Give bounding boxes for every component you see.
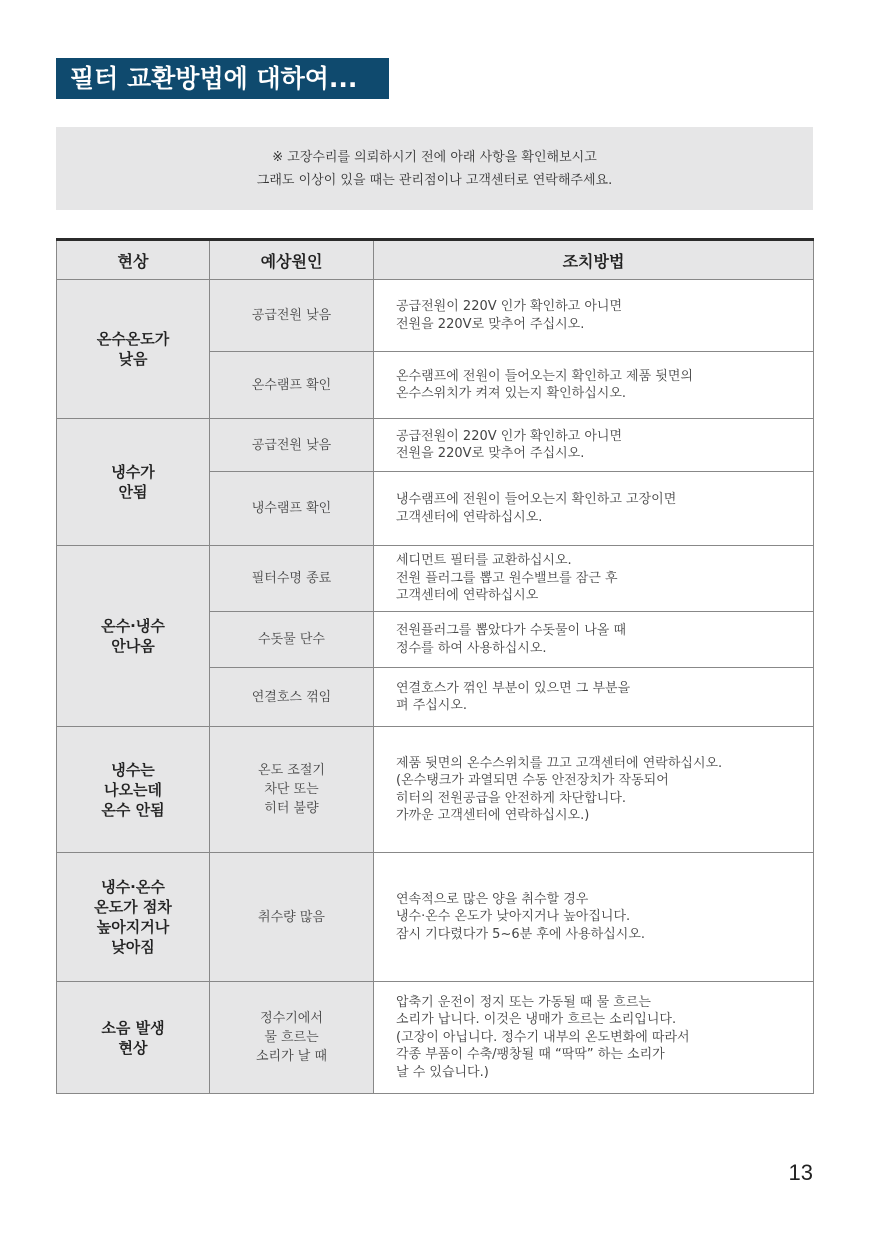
action-text: 제품 뒷면의 온수스위치를 끄고 고객센터에 연락하십시오.: [396, 755, 723, 771]
cause-text: 필터수명 종료: [251, 571, 332, 586]
action-text: (고장이 아닙니다. 정수기 내부의 온도변화에 따라서: [396, 1029, 690, 1045]
cause-cell: [210, 727, 374, 853]
cause-cell: [210, 472, 374, 546]
action-text: 공급전원이 220V 인가 확인하고 아니면: [396, 428, 623, 444]
cause-text: 공급전원 낮음: [251, 308, 332, 323]
action-text: 공급전원이 220V 인가 확인하고 아니면: [396, 299, 623, 314]
symptom-text: 안나옴: [111, 637, 155, 655]
table-row: [57, 982, 814, 1094]
header-symptom: 현상: [57, 240, 210, 280]
symptom-text: 현상: [118, 1038, 148, 1057]
cause-cell: [210, 280, 374, 352]
action-text: 고객센터에 연락하십시오: [396, 588, 539, 604]
action-text: 전원을 220V로 맞추어 주십시오.: [396, 316, 585, 332]
symptom-text: 나오는데: [104, 780, 162, 799]
symptom-text: 낮음: [118, 350, 148, 368]
action-text: 각종 부품이 수축/팽창될 때 “딱딱” 하는 소리가: [396, 1047, 665, 1063]
cause-cell: [210, 982, 374, 1094]
symptom-text: 낮아짐: [111, 938, 155, 956]
table-row: [57, 727, 814, 853]
action-text: 압축기 운전이 정지 또는 가동될 때 물 흐르는: [396, 994, 651, 1010]
symptom-text: 온수 안됨: [101, 800, 165, 819]
symptom-text: 소음 발생: [101, 1018, 165, 1037]
notice-line-2: 그래도 이상이 있을 때는 관리점이나 고객센터로 연락해주세요.: [256, 173, 613, 188]
cause-text: 냉수램프 확인: [251, 501, 332, 516]
cause-text: 정수기에서: [260, 1011, 323, 1026]
symptom-cell: [57, 727, 210, 853]
troubleshooting-table: [56, 238, 814, 1094]
action-text: 고객센터에 연락하십시오.: [396, 509, 543, 525]
symptom-text: 온수·냉수: [101, 617, 165, 635]
symptom-text: 냉수가: [111, 463, 155, 481]
cause-cell: [210, 853, 374, 982]
action-text: 냉수램프에 전원이 들어오는지 확인하고 고장이면: [396, 492, 677, 507]
action-text: 전원을 220V로 맞추어 주십시오.: [396, 446, 585, 461]
action-text: 날 수 있습니다.): [396, 1064, 489, 1080]
action-cell: [374, 352, 814, 419]
cause-cell: [210, 668, 374, 727]
symptom-text: 높아지거나: [96, 918, 170, 936]
action-text: 전원 플러그를 뽑고 원수밸브를 잠근 후: [396, 570, 618, 586]
symptom-text: 냉수·온수: [101, 878, 165, 896]
cause-text: 히터 불량: [264, 801, 319, 816]
action-cell: [374, 982, 814, 1094]
action-text: 연결호스가 꺾인 부분이 있으면 그 부분을: [396, 680, 631, 696]
symptom-cell: [57, 280, 210, 419]
cause-cell: [210, 546, 374, 612]
symptom-cell: [57, 419, 210, 546]
symptom-text: 냉수는: [111, 760, 155, 779]
action-cell: [374, 419, 814, 472]
cause-text: 공급전원 낮음: [251, 437, 332, 453]
table-header-row: [57, 240, 814, 280]
symptom-text: 온도가 점차: [94, 898, 172, 916]
cause-cell: [210, 352, 374, 419]
table-row: [57, 546, 814, 612]
action-text: 세디먼트 필터를 교환하십시오.: [396, 553, 572, 569]
table-row: [57, 280, 814, 352]
action-text: 잠시 기다렸다가 5~6분 후에 사용하십시오.: [396, 926, 646, 942]
cause-text: 수돗물 단수: [258, 632, 325, 647]
cause-text: 온도 조절기: [258, 763, 325, 778]
action-text: 냉수·온수 온도가 낮아지거나 높아집니다.: [396, 909, 631, 925]
cause-text: 차단 또는: [264, 782, 319, 797]
action-text: 연속적으로 많은 양을 취수할 경우: [396, 891, 589, 907]
cause-cell: [210, 612, 374, 668]
cause-cell: [210, 419, 374, 472]
action-cell: [374, 472, 814, 546]
page-number: 13: [788, 1160, 813, 1185]
table-row: [57, 419, 814, 472]
action-text: 전원플러그를 뽑았다가 수돗물이 나올 때: [396, 623, 627, 638]
action-cell: [374, 280, 814, 352]
action-text: 온수램프에 전원이 들어오는지 확인하고 제품 뒷면의: [396, 368, 693, 384]
action-text: (온수탱크가 과열되면 수동 안전장치가 작동되어: [396, 773, 669, 788]
table-row: [57, 853, 814, 982]
action-text: 소리가 납니다. 이것은 냉매가 흐르는 소리입니다.: [396, 1012, 677, 1028]
cause-text: 연결호스 꺾임: [251, 689, 332, 705]
header-cause: 예상원인: [210, 240, 374, 280]
cause-text: 취수량 많음: [258, 909, 325, 925]
symptom-cell: [57, 982, 210, 1094]
notice-line-1: ※ 고장수리를 의뢰하시기 전에 아래 사항을 확인해보시고: [272, 150, 597, 165]
action-cell: [374, 727, 814, 853]
action-cell: [374, 668, 814, 727]
action-cell: [374, 612, 814, 668]
symptom-text: 온수온도가: [96, 330, 170, 348]
symptom-text: 안됨: [118, 483, 148, 501]
action-text: 히터의 전원공급을 안전하게 차단합니다.: [396, 790, 627, 806]
symptom-cell: [57, 546, 210, 727]
page-title: 필터 교환방법에 대하여...: [56, 58, 389, 99]
action-cell: [374, 853, 814, 982]
notice-box: [56, 127, 813, 210]
cause-text: 소리가 날 때: [255, 1049, 328, 1064]
action-text: 정수를 하여 사용하십시오.: [396, 640, 547, 656]
header-action: 조치방법: [374, 240, 814, 280]
cause-text: 물 흐르는: [264, 1030, 319, 1045]
action-text: 온수스위치가 켜져 있는지 확인하십시오.: [396, 386, 627, 401]
action-cell: [374, 546, 814, 612]
cause-text: 온수램프 확인: [251, 377, 332, 393]
symptom-cell: [57, 853, 210, 982]
action-text: 가까운 고객센터에 연락하십시오.): [396, 808, 590, 823]
action-text: 펴 주십시오.: [396, 698, 468, 713]
